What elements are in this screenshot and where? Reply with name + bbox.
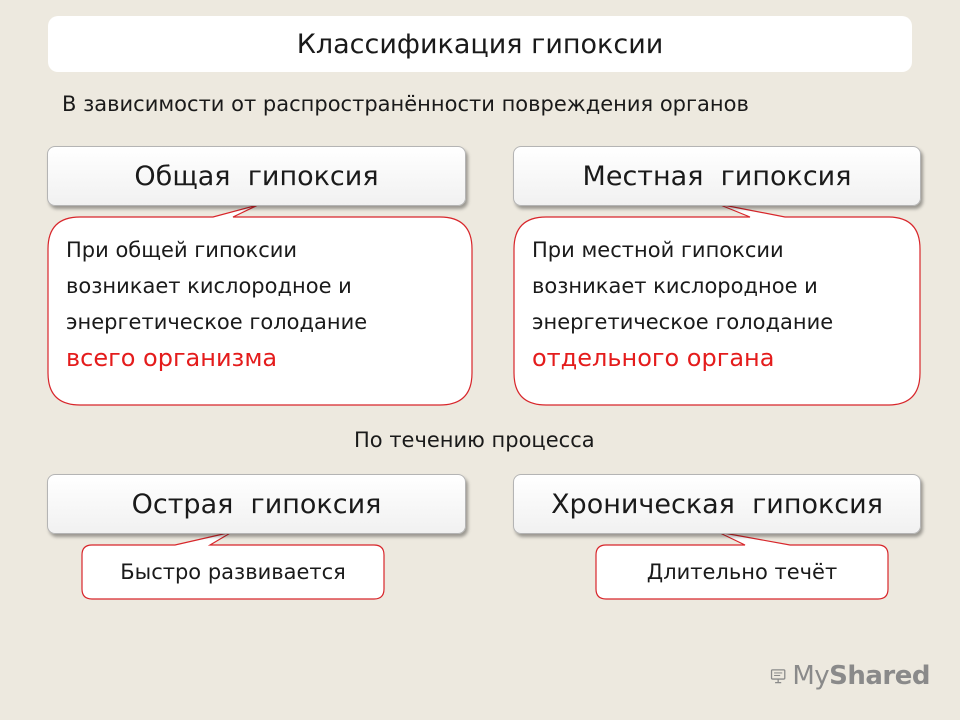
local-desc-line3: энергетическое голодание <box>532 310 834 334</box>
general-desc-line3: энергетическое голодание <box>66 310 368 334</box>
section-label-spread: В зависимости от распространённости повреждения органов <box>62 92 749 116</box>
chronic-hypoxia-box: Хроническая гипоксия <box>513 474 921 534</box>
chronic-description: Длительно течёт <box>646 560 838 584</box>
presentation-board-icon <box>770 660 786 692</box>
acute-hypoxia-box: Острая гипоксия <box>47 474 466 534</box>
local-desc-line2: возникает кислородное и <box>532 274 818 298</box>
acute-description: Быстро развивается <box>120 560 346 584</box>
general-description <box>66 232 367 376</box>
local-hypoxia-box: Местная гипоксия <box>513 146 921 206</box>
general-desc-line1: При общей гипоксии <box>66 238 298 262</box>
general-desc-line2: возникает кислородное и <box>66 274 352 298</box>
local-desc-emphasis: отдельного органа <box>532 344 775 372</box>
watermark-part2: Shared <box>829 661 930 691</box>
local-desc-line1: При местной гипоксии <box>532 238 784 262</box>
general-hypoxia-box: Общая гипоксия <box>47 146 466 206</box>
watermark-part1: My <box>792 661 830 691</box>
page-title: Классификация гипоксии <box>48 16 912 72</box>
section-label-course: По течению процесса <box>354 428 595 452</box>
watermark-text <box>792 661 930 691</box>
general-desc-emphasis: всего организма <box>66 344 278 372</box>
local-description <box>532 232 833 376</box>
watermark-logo <box>770 656 930 696</box>
